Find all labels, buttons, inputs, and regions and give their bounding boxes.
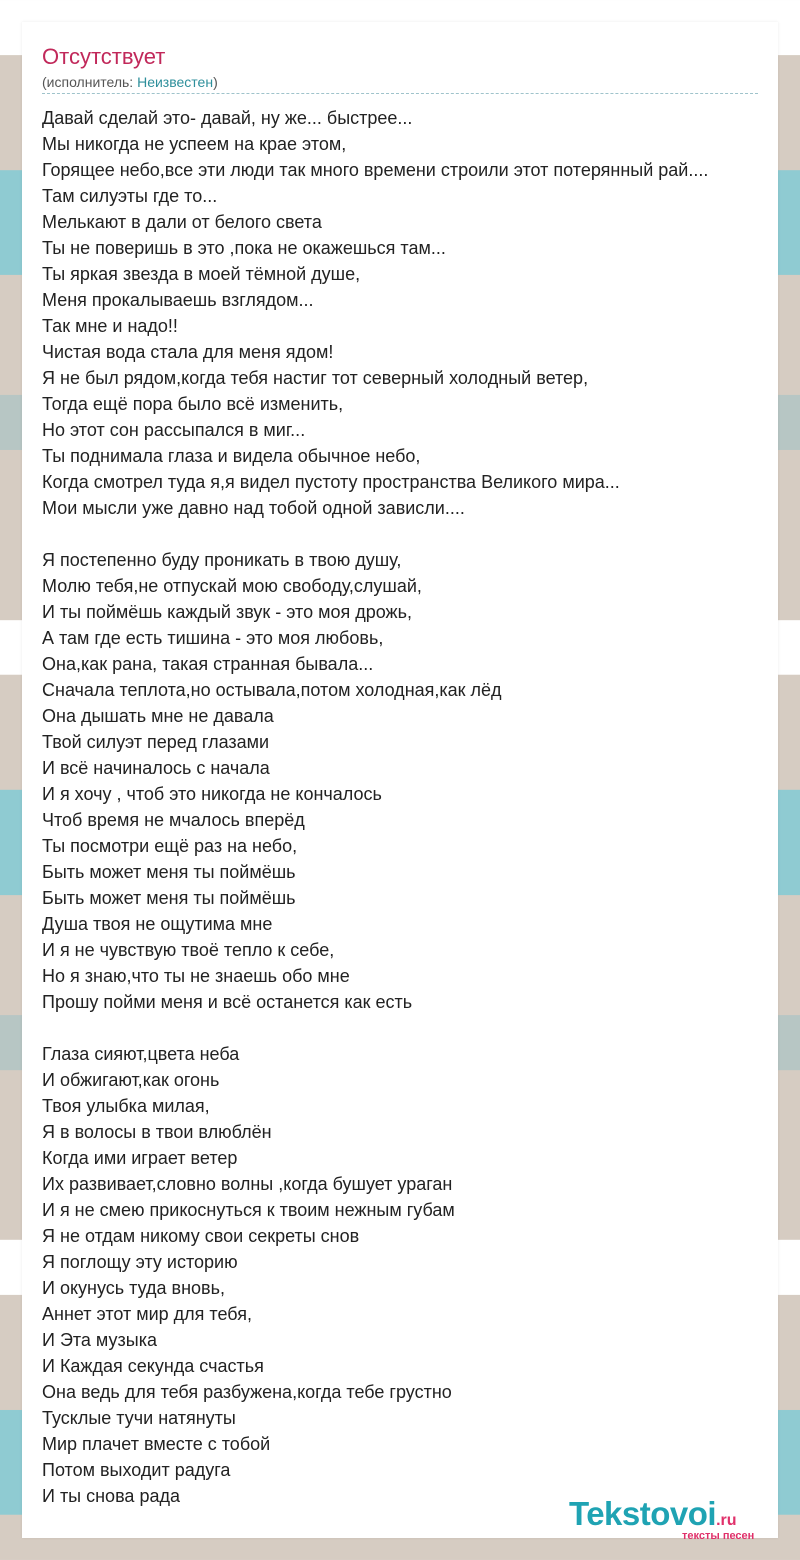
logo-tld: .ru: [716, 1512, 737, 1529]
lyric-line: Она дышать мне не давала: [42, 706, 274, 726]
artist-line: [42, 73, 218, 91]
stanza-gap: [42, 521, 800, 547]
lyric-line: Ты поднимала глаза и видела обычное небо,: [42, 446, 421, 466]
lyric-line: И я не смею прикоснуться к твоим нежным губам: [42, 1200, 455, 1220]
lyric-line: Она ведь для тебя разбужена,когда тебе грустно: [42, 1382, 452, 1402]
lyric-line: Прошу пойми меня и всё останется как есть: [42, 992, 413, 1012]
lyric-line: Глаза сияют,цвета неба: [42, 1044, 240, 1064]
artist-suffix: ): [213, 74, 218, 90]
logo-tagline: тексты песен: [682, 1530, 755, 1542]
lyric-line: Быть может меня ты поймёшь: [42, 862, 296, 882]
artist-prefix: (исполнитель:: [42, 74, 138, 90]
lyric-line: Твой силуэт перед глазами: [42, 732, 270, 752]
lyric-line: Я поглощу эту историю: [42, 1252, 238, 1272]
lyric-line: Горящее небо,все эти люди так много времени строили этот потерянный рай....: [42, 160, 709, 180]
lyric-line: Тогда ещё пора было всё изменить,: [42, 394, 344, 414]
artist-link[interactable]: Неизвестен: [137, 74, 214, 90]
lyric-line: Быть может меня ты поймёшь: [42, 888, 296, 908]
lyric-line: Ты посмотри ещё раз на небо,: [42, 836, 298, 856]
title-divider: [42, 93, 758, 94]
lyric-line: Тусклые тучи натянуты: [42, 1408, 236, 1428]
stanza-gap: [42, 1015, 800, 1041]
site-logo[interactable]: [569, 1495, 755, 1542]
lyric-line: И окунусь туда вновь,: [42, 1278, 225, 1298]
lyric-line: И Эта музыка: [42, 1330, 157, 1350]
lyric-line: А там где есть тишина - это моя любовь,: [42, 628, 384, 648]
lyric-line: И ты поймёшь каждый звук - это моя дрожь,: [42, 602, 412, 622]
lyric-line: Я постепенно буду проникать в твою душу,: [42, 550, 402, 570]
lyric-line: Но этот сон рассыпался в миг...: [42, 420, 306, 440]
lyric-line: Когда ими играет ветер: [42, 1148, 238, 1168]
lyric-line: Молю тебя,не отпускай мою свободу,слушай,: [42, 576, 422, 596]
lyric-line: И я не чувствую твоё тепло к себе,: [42, 940, 335, 960]
lyric-line: Мелькают в дали от белого света: [42, 212, 322, 232]
lyric-line: Ты не поверишь в это ,пока не окажешься там...: [42, 238, 446, 258]
lyric-line: Их развивает,словно волны ,когда бушует ураган: [42, 1174, 453, 1194]
lyric-line: И всё начиналось с начала: [42, 758, 270, 778]
lyrics-card: [22, 22, 778, 1542]
lyric-line: И обжигают,как огонь: [42, 1070, 220, 1090]
lyric-line: Ты яркая звезда в моей тёмной душе,: [42, 264, 361, 284]
lyric-line: И ты снова рада: [42, 1486, 180, 1506]
lyric-line: Так мне и надо!!: [42, 316, 178, 336]
lyric-line: Аннет этот мир для тебя,: [42, 1304, 252, 1324]
lyric-line: Чтоб время не мчалось вперёд: [42, 810, 305, 830]
logo-wordmark: Tekstovoi: [569, 1495, 717, 1532]
lyric-line: И я хочу , чтоб это никогда не кончалось: [42, 784, 382, 804]
lyric-line: Мы никогда не успеем на крае этом,: [42, 134, 347, 154]
lyric-line: Она,как рана, такая странная бывала...: [42, 654, 374, 674]
lyric-line: Сначала теплота,но остывала,потом холодная,как лёд: [42, 680, 502, 700]
lyric-line: Я не отдам никому свои секреты снов: [42, 1226, 360, 1246]
lyric-line: Мир плачет вместе с тобой: [42, 1434, 271, 1454]
lyric-line: Душа твоя не ощутима мне: [42, 914, 273, 934]
lyrics-text: [42, 105, 800, 1509]
lyric-line: Я в волосы в твои влюблён: [42, 1122, 272, 1142]
lyric-line: Когда смотрел туда я,я видел пустоту пространства Великого мира...: [42, 472, 620, 492]
lyric-line: Чистая вода стала для меня ядом!: [42, 342, 334, 362]
lyric-line: Давай сделай это- давай, ну же... быстрее...: [42, 108, 413, 128]
lyric-line: Потом выходит радуга: [42, 1460, 231, 1480]
lyric-line: И Каждая секунда счастья: [42, 1356, 264, 1376]
lyric-line: Я не был рядом,когда тебя настиг тот северный холодный ветер,: [42, 368, 589, 388]
lyric-line: Там силуэты где то...: [42, 186, 218, 206]
lyric-line: Но я знаю,что ты не знаешь обо мне: [42, 966, 350, 986]
lyric-line: Меня прокалываешь взглядом...: [42, 290, 314, 310]
lyric-line: Мои мысли уже давно над тобой одной зависли....: [42, 498, 465, 518]
song-title: Отсутствует: [42, 44, 166, 69]
lyric-line: Твоя улыбка милая,: [42, 1096, 210, 1116]
